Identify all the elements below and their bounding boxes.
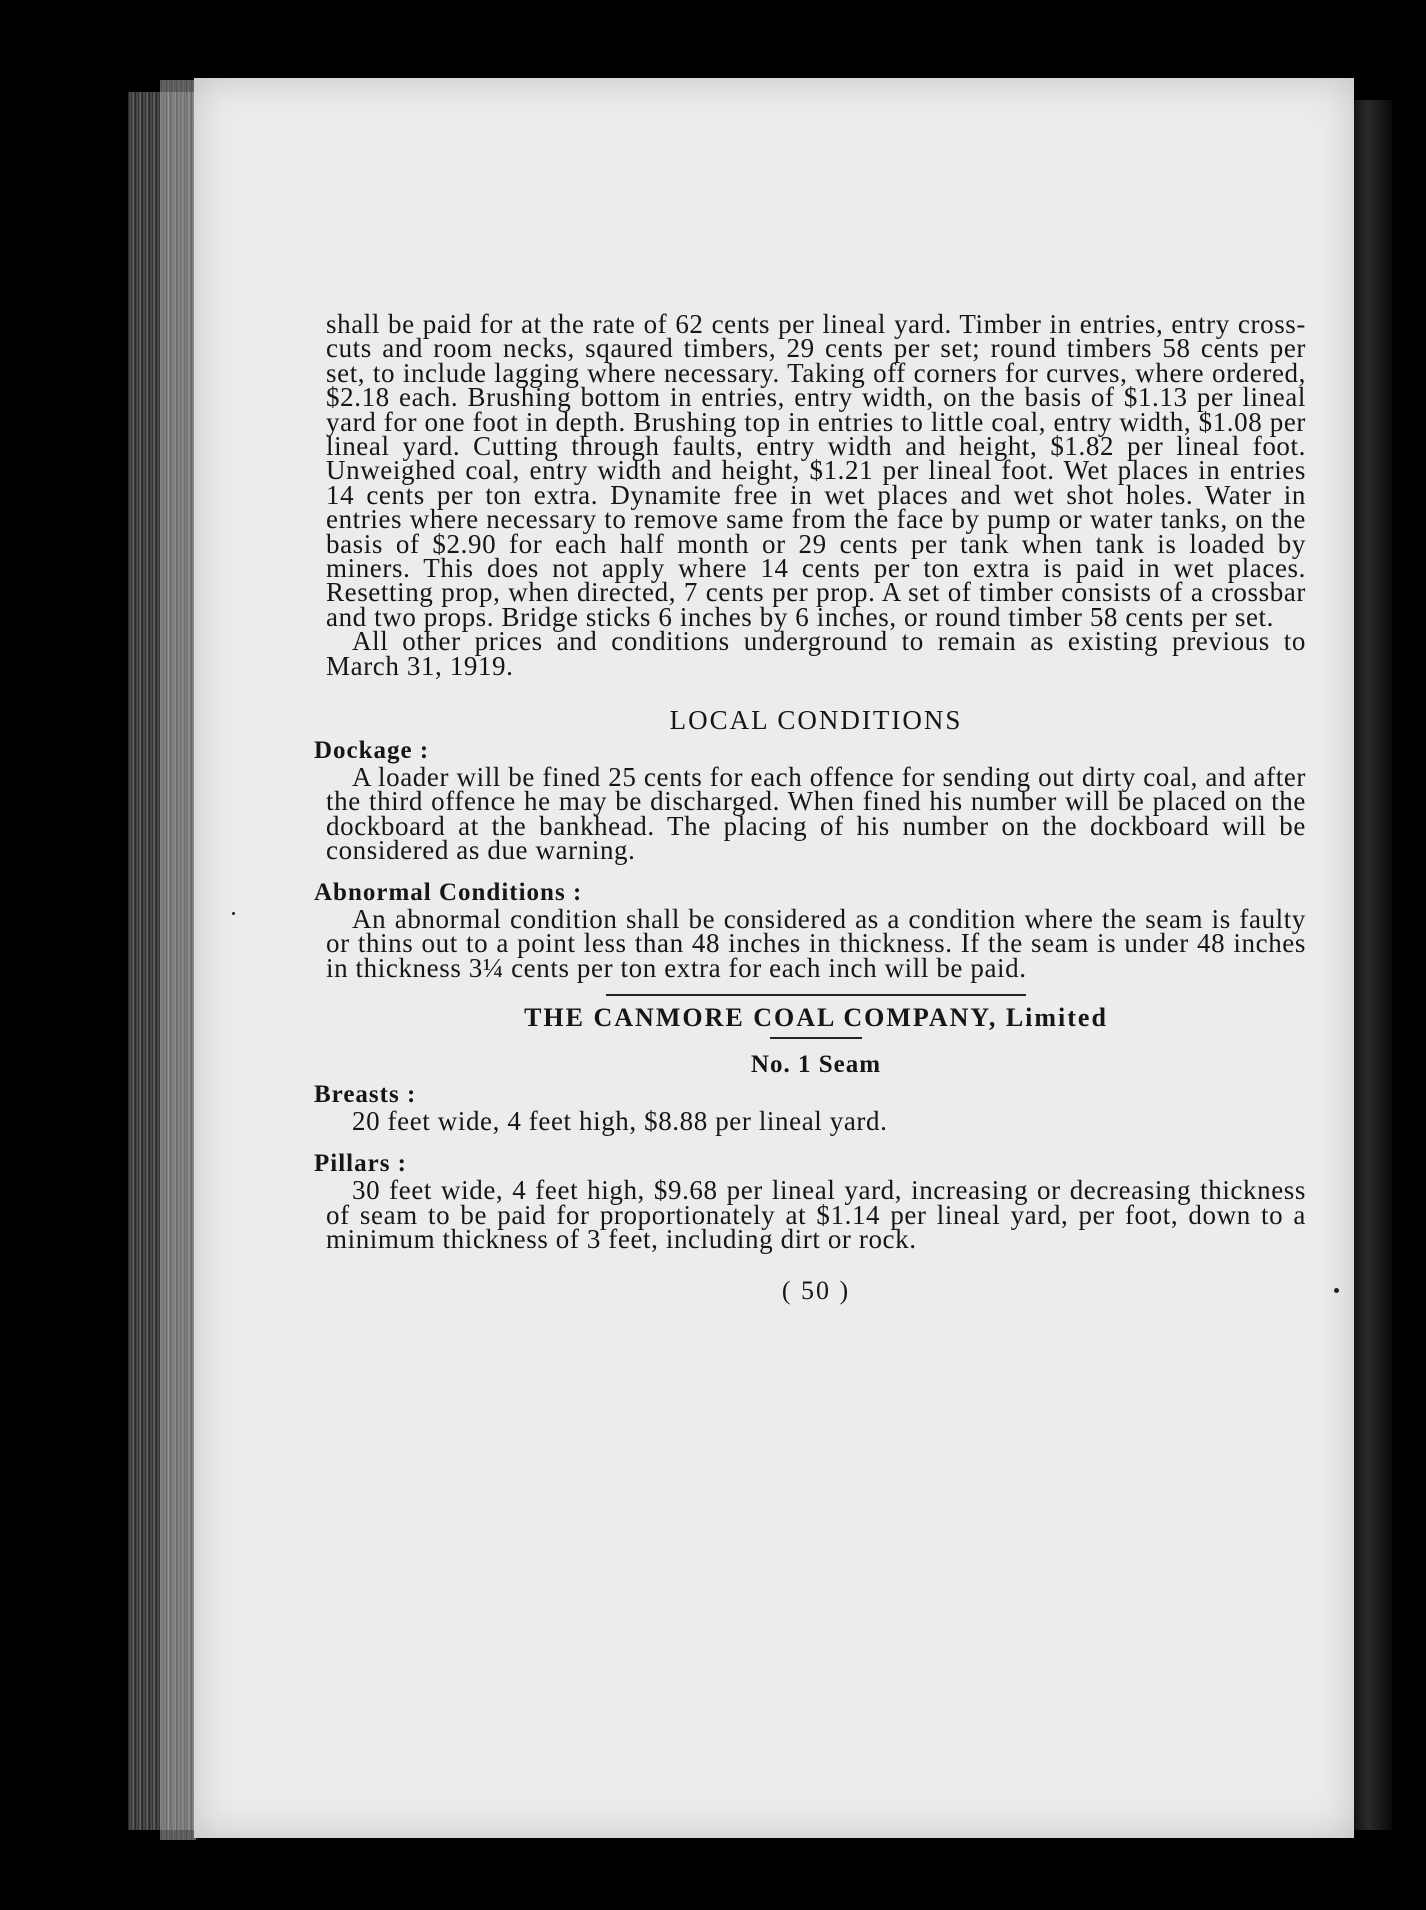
page-text — [314, 309, 1306, 1306]
company-title: THE CANMORE COAL COMPANY, Limited — [524, 1003, 1108, 1033]
paragraph-breasts: 20 feet wide, 4 feet high, $8.88 per lineal yard. — [352, 1106, 888, 1137]
subheading-pillars: Pillars : — [314, 1149, 408, 1177]
paragraph-dockage: A loader will be fined 25 cents for each offence for sending out dirty coal, and after the third offence he may be discharged. When fined his number will be placed on the dockboard at the bankhead. The placing of his number on the dockboard will be considered as due warning. — [326, 761, 1306, 866]
section-heading-local-conditions: LOCAL CONDITIONS — [669, 705, 963, 736]
seam-title: No. 1 Seam — [750, 1050, 882, 1078]
subheading-abnormal-conditions: Abnormal Conditions : — [314, 878, 583, 906]
facing-page-edge — [1352, 100, 1392, 1830]
subheading-dockage: Dockage : — [314, 736, 430, 764]
divider-rule — [606, 994, 1026, 996]
subheading-breasts: Breasts : — [314, 1080, 417, 1108]
paragraph-rates: shall be paid for at the rate of 62 cents per lineal yard. Timber in entries, entry cross-cuts and room necks, sqaured timbers, 29 cents per set; round timbers 58 cents per set, to include lagging where necessary. Taking off corners for curves, where ordered, $2.18 each. Brushing bottom in entries, entry width, on the basis of $1.13 per lineal yard for one foot in depth. Brushing top in entries to little coal, entry width, $1.08 per lineal yard. Cutting through faults, entry width and height, $1.82 per lineal foot. Unweighed coal, entry width and height, $1.21 per lineal foot. Wet places in entries 14 cents per ton extra. Dynamite free in wet places and wet shot holes. Water in entries where necessary to remove same from the face by pump or water tanks, on the basis of $2.90 for each half month or 29 cents per tank when tank is loaded by miners. This does not apply where 14 cents per ton extra is paid in wet places. Resetting prop, when directed, 7 cents per prop. A set of timber consists of a crossbar and two props. Bridge sticks 6 inches by 6 inches, or round timber 58 cents per set. — [326, 309, 1306, 632]
speck-mark — [1334, 1288, 1339, 1293]
paragraph-other-prices: All other prices and conditions underground to remain as existing previous to March 31, 1919. — [326, 626, 1306, 681]
page-number: ( 50 ) — [781, 1276, 851, 1306]
page-stack-edge — [160, 80, 196, 1840]
paragraph-abnormal-conditions: An abnormal condition shall be considered as a condition where the seam is faulty or thins out to a point less than 48 inches in thickness. If the seam is under 48 inches in thickness 3¼ cents per ton extra for each inch will be paid. — [326, 903, 1306, 983]
divider-rule-short — [770, 1037, 862, 1039]
speck-mark — [232, 912, 235, 915]
paragraph-pillars: 30 feet wide, 4 feet high, $9.68 per lineal yard, increasing or decreasing thickness of seam to be paid for proportionately at $1.14 per lineal yard, per foot, down to a minimum thickness of 3 feet, including dirt or rock. — [326, 1175, 1306, 1254]
